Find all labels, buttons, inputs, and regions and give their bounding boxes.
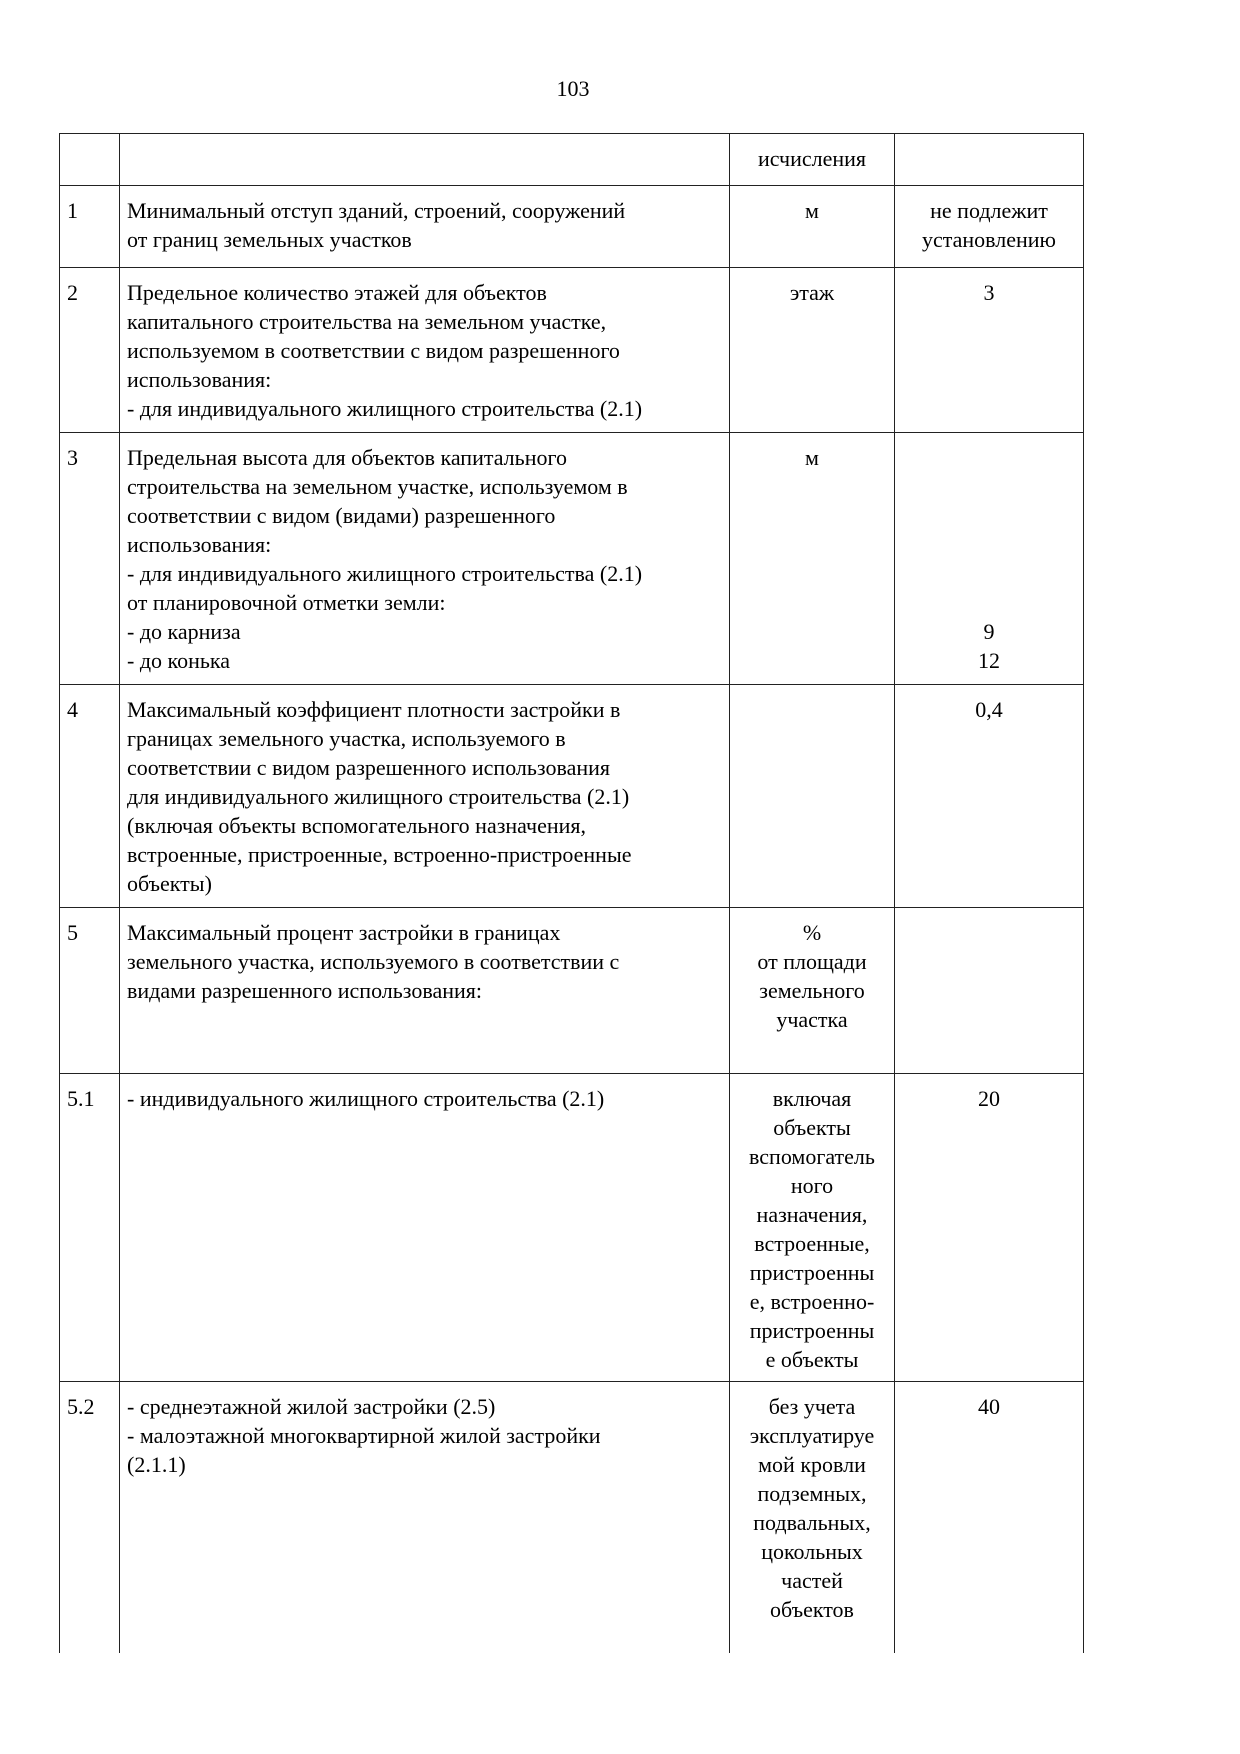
row-number-cell: 5.2 (60, 1382, 120, 1654)
name-line: для индивидуального жилищного строительства (2.1) (127, 784, 630, 809)
name-line: границах земельного участка, используемого в (127, 726, 566, 751)
value-cell (895, 134, 1084, 186)
table-row-2 (60, 268, 1084, 433)
unit-line: встроенные, (754, 1231, 870, 1256)
parameter-name-cell (120, 134, 730, 186)
value-line: 3 (983, 280, 995, 305)
name-line: - малоэтажной многоквартирной жилой застройки (127, 1423, 601, 1448)
unit-line: этаж (789, 280, 835, 305)
value-cell (895, 1382, 1084, 1654)
value-spacer (899, 559, 1079, 588)
name-line: Минимальный отступ зданий, строений, сооружений (127, 198, 626, 223)
value-cell (895, 1074, 1084, 1382)
name-line: встроенные, пристроенные, встроенно-пристроенные (127, 842, 632, 867)
unit-line: е, встроенно- (749, 1289, 875, 1314)
unit-line: мой кровли (758, 1452, 866, 1477)
name-line: соответствии с видом разрешенного использования (127, 755, 611, 780)
value-cell (895, 685, 1084, 908)
name-line: - индивидуального жилищного строительства (2.1) (127, 1086, 605, 1111)
unit-line: от площади (757, 949, 867, 974)
value-line: 9 (983, 619, 995, 644)
unit-cell (730, 685, 895, 908)
unit-line: пристроенны (749, 1260, 875, 1285)
value-line: установлению (921, 227, 1056, 252)
unit-line: земельного (759, 978, 865, 1003)
name-line: используемом в соответствии с видом разрешенного (127, 338, 620, 363)
unit-cell (730, 433, 895, 685)
unit-line: % (802, 920, 822, 945)
name-line: - до карниза (127, 619, 241, 644)
table-row-3 (60, 433, 1084, 685)
unit-line: подземных, (757, 1481, 867, 1506)
unit-cell (730, 186, 895, 268)
unit-line: объекты (773, 1115, 851, 1140)
value-spacer (899, 443, 1079, 472)
name-line: - для индивидуального жилищного строительства (2.1) (127, 561, 643, 586)
name-line: - до конька (127, 648, 231, 673)
value-spacer (899, 588, 1079, 617)
unit-cell (730, 1382, 895, 1654)
parameter-name-cell (120, 685, 730, 908)
unit-line: частей (781, 1568, 843, 1593)
unit-line: исчисления (757, 146, 867, 171)
value-line: 12 (978, 648, 1000, 673)
name-line: - для индивидуального жилищного строительства (2.1) (127, 396, 643, 421)
parameter-name-cell (120, 268, 730, 433)
table-row-5 (60, 908, 1084, 1074)
unit-line: е объекты (765, 1347, 859, 1372)
table-row-1 (60, 186, 1084, 268)
name-line: соответствии с видом (видами) разрешенного (127, 503, 556, 528)
row-number-cell (60, 134, 120, 186)
unit-line: пристроенны (749, 1318, 875, 1343)
value-cell (895, 433, 1084, 685)
unit-line: участка (776, 1007, 848, 1032)
unit-line: м (805, 198, 819, 223)
parameter-name-cell (120, 433, 730, 685)
name-line: Максимальный коэффициент плотности застройки в (127, 697, 621, 722)
unit-line: эксплуатируе (749, 1423, 875, 1448)
value-line: 40 (978, 1394, 1000, 1419)
name-line: Предельное количество этажей для объектов (127, 280, 547, 305)
value-line: 0,4 (975, 697, 1003, 722)
row-number-cell: 3 (60, 433, 120, 685)
value-cell (895, 268, 1084, 433)
unit-line: ного (790, 1173, 834, 1198)
name-line: использования: (127, 367, 272, 392)
unit-cell (730, 268, 895, 433)
value-line: не подлежит (930, 198, 1048, 223)
parameters-table (59, 133, 1084, 1653)
parameter-name-cell (120, 1074, 730, 1382)
unit-line: цокольных (761, 1539, 863, 1564)
unit-line: объектов (770, 1597, 854, 1622)
value-cell (895, 186, 1084, 268)
name-line: капитального строительства на земельном участке, (127, 309, 607, 334)
name-line: использования: (127, 532, 272, 557)
row-number-cell: 4 (60, 685, 120, 908)
name-line: от границ земельных участков (127, 227, 412, 252)
row-number-cell: 2 (60, 268, 120, 433)
unit-cell (730, 134, 895, 186)
unit-line: м (805, 445, 819, 470)
name-line: от планировочной отметки земли: (127, 590, 446, 615)
name-line: Предельная высота для объектов капитального (127, 445, 567, 470)
unit-cell (730, 1074, 895, 1382)
value-line: 20 (978, 1086, 1000, 1111)
row-number-cell: 5 (60, 908, 120, 1074)
name-line: видами разрешенного использования: (127, 978, 482, 1003)
unit-line: включая (772, 1086, 852, 1111)
name-line: земельного участка, используемого в соответствии с (127, 949, 620, 974)
unit-line: назначения, (756, 1202, 868, 1227)
table-row-4 (60, 685, 1084, 908)
name-line: - среднеэтажной жилой застройки (2.5) (127, 1394, 496, 1419)
table-row-5-1 (60, 1074, 1084, 1382)
value-cell (895, 908, 1084, 1074)
name-line: (2.1.1) (127, 1452, 186, 1477)
unit-line: без учета (768, 1394, 856, 1419)
name-line: объекты) (127, 871, 212, 896)
row-number-cell: 1 (60, 186, 120, 268)
value-spacer (899, 501, 1079, 530)
parameter-name-cell (120, 1382, 730, 1654)
value-spacer (899, 472, 1079, 501)
unit-cell (730, 908, 895, 1074)
unit-line: подвальных, (753, 1510, 871, 1535)
table-row-continuation (60, 134, 1084, 186)
name-line: строительства на земельном участке, используемом в (127, 474, 628, 499)
page-number: 103 (556, 76, 590, 101)
unit-line: вспомогатель (749, 1144, 875, 1169)
name-line: Максимальный процент застройки в границах (127, 920, 561, 945)
name-line: (включая объекты вспомогательного назначения, (127, 813, 587, 838)
value-spacer (899, 530, 1079, 559)
row-number-cell: 5.1 (60, 1074, 120, 1382)
parameter-name-cell (120, 186, 730, 268)
table-row-5-2 (60, 1382, 1084, 1654)
parameter-name-cell (120, 908, 730, 1074)
